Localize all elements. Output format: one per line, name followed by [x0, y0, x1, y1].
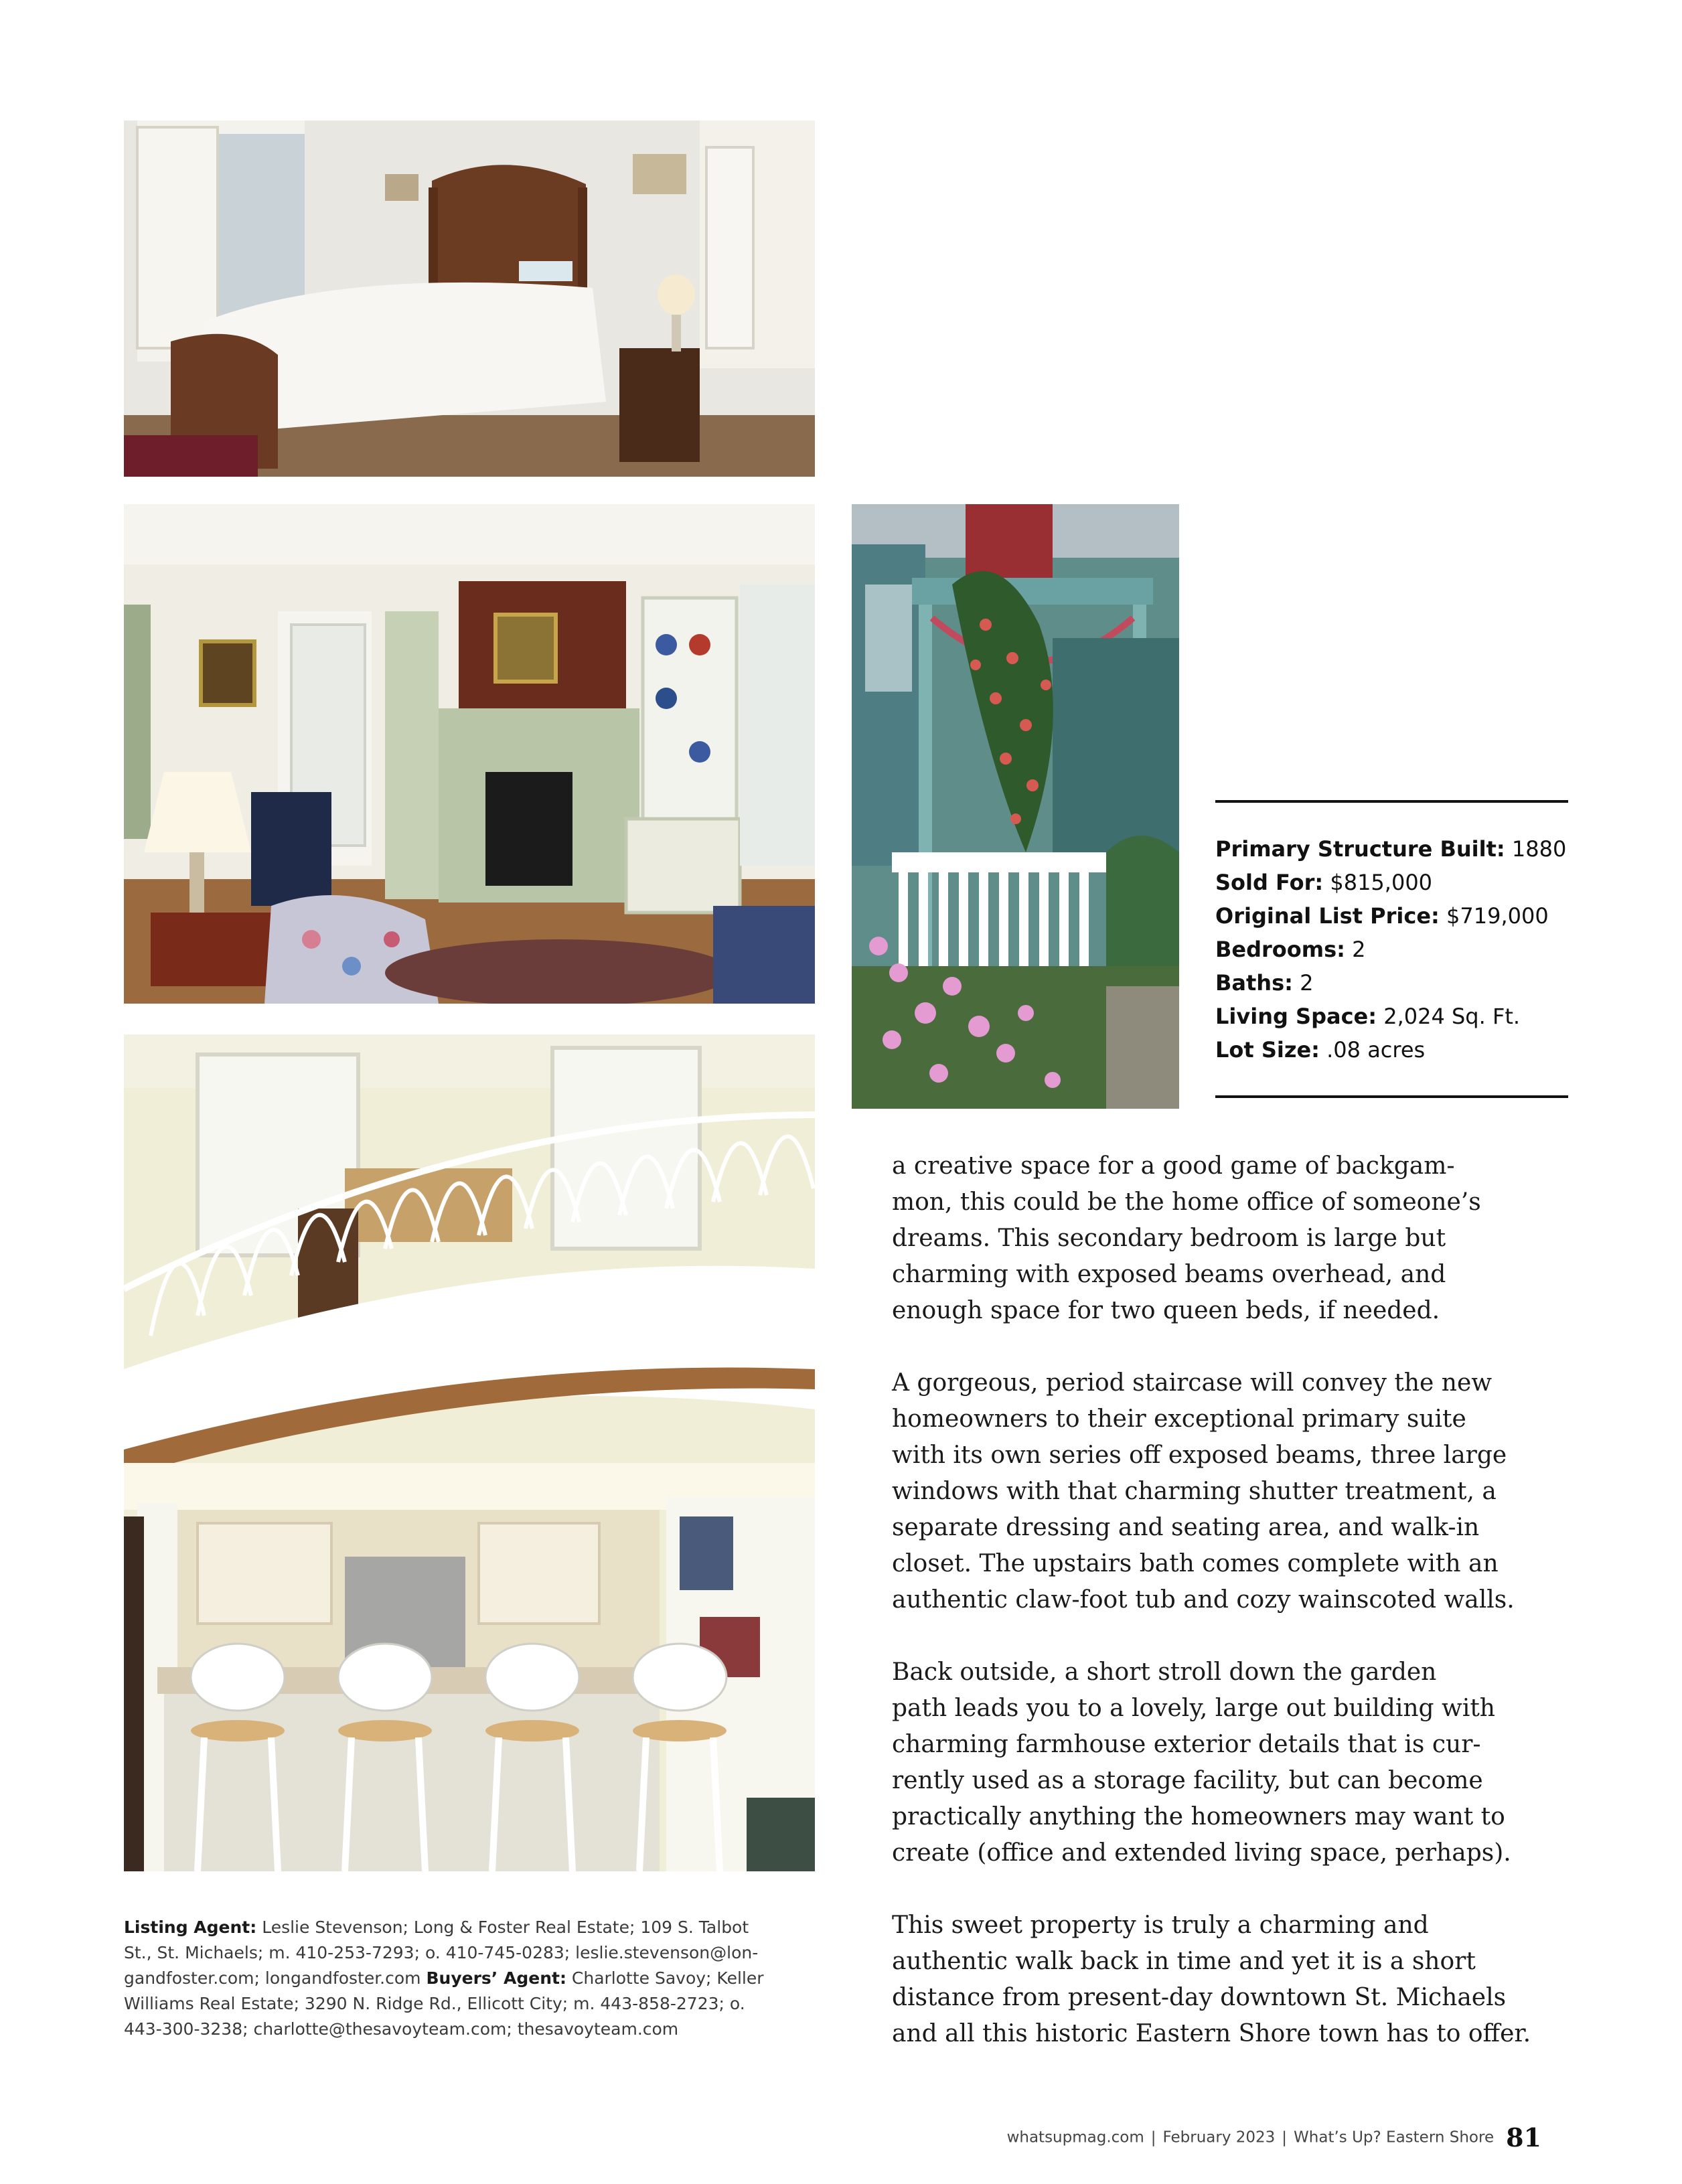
fact-value: .08 acres — [1326, 1037, 1426, 1063]
credit-line — [124, 1966, 820, 1991]
fact-value: 2,024 Sq. Ft. — [1383, 1004, 1521, 1029]
facts-top-rule — [1215, 800, 1568, 803]
fact-value: 2 — [1352, 937, 1366, 962]
article-paragraph — [892, 1148, 1528, 1329]
footer-site: whatsupmag.com — [1006, 2128, 1144, 2147]
fact-lot-size — [1215, 1033, 1577, 1067]
credit-line: Williams Real Estate; 3290 N. Ridge Rd., Ellicott City; m. 443-858-2723; o. — [124, 1994, 745, 2013]
text-line: charming with exposed beams overhead, and — [892, 1261, 1446, 1288]
bedroom-photo — [124, 121, 815, 477]
text-line: with its own series off exposed beams, three large — [892, 1441, 1507, 1469]
text-line: path leads you to a lovely, large out building with — [892, 1695, 1495, 1722]
text-line: rently used as a storage facility, but can become — [892, 1767, 1483, 1794]
fact-label: Sold For: — [1215, 870, 1324, 895]
text-line: This sweet property is truly a charming and — [892, 1912, 1429, 1939]
text-line: closet. The upstairs bath comes complete with an — [892, 1550, 1499, 1577]
text-line: charming farmhouse exterior details that is cur- — [892, 1731, 1481, 1758]
article-paragraph — [892, 1907, 1531, 2052]
fact-baths — [1215, 966, 1577, 1000]
text-line: Back outside, a short stroll down the garden — [892, 1658, 1437, 1686]
agent-credits — [124, 1915, 820, 2042]
page-footer — [1007, 2122, 1541, 2153]
footer-issue: February 2023 — [1162, 2128, 1276, 2147]
text-line: windows with that charming shutter treatment, a — [892, 1478, 1497, 1505]
text-line: distance from present-day downtown St. Michaels — [892, 1984, 1507, 2011]
text-line: a creative space for a good game of backgam- — [892, 1152, 1455, 1180]
article-paragraph — [892, 1365, 1528, 1618]
credit-text: Charlotte Savoy; Keller — [571, 1968, 764, 1988]
text-line: enough space for two queen beds, if needed. — [892, 1297, 1440, 1324]
loft-kitchen-photo — [124, 1034, 815, 1871]
fact-list-price — [1215, 899, 1577, 933]
text-line: create (office and extended living space, perhaps). — [892, 1839, 1511, 1867]
fact-value: $815,000 — [1330, 870, 1433, 895]
text-line: A gorgeous, period staircase will convey the new — [892, 1369, 1493, 1397]
living-room-photo — [124, 504, 815, 1004]
porch-garden-photo-icon — [852, 504, 1179, 1109]
fact-label: Original List Price: — [1215, 903, 1440, 929]
article-paragraph — [892, 1654, 1528, 1871]
footer-separator: | — [1150, 2128, 1156, 2147]
fact-bedrooms — [1215, 933, 1577, 966]
text-line: dreams. This secondary bedroom is large but — [892, 1225, 1446, 1252]
footer-separator: | — [1282, 2128, 1288, 2147]
credit-text: Leslie Stevenson; Long & Foster Real Estate; 109 S. Talbot — [262, 1918, 749, 1937]
property-facts — [1215, 832, 1577, 1067]
fact-value: $719,000 — [1446, 903, 1549, 929]
fact-year-built — [1215, 832, 1577, 866]
fact-sold-for — [1215, 866, 1577, 899]
fact-label: Primary Structure Built: — [1215, 836, 1505, 862]
text-line: homeowners to their exceptional primary suite — [892, 1405, 1466, 1433]
text-line: practically anything the homeowners may want to — [892, 1803, 1505, 1830]
buyers-agent-label: Buyers’ Agent: — [426, 1968, 566, 1988]
fact-value: 1880 — [1511, 836, 1567, 862]
listing-agent-label: Listing Agent: — [124, 1918, 257, 1937]
credit-line — [124, 1915, 820, 1940]
text-line: separate dressing and seating area, and walk-in — [892, 1514, 1480, 1541]
facts-bottom-rule — [1215, 1095, 1568, 1098]
fact-value: 2 — [1300, 970, 1314, 996]
fact-label: Baths: — [1215, 970, 1293, 996]
credit-line: 443-300-3238; charlotte@thesavoyteam.com; thesavoyteam.com — [124, 2019, 679, 2039]
page-number: 81 — [1506, 2122, 1541, 2153]
text-line: authentic walk back in time and yet it is a short — [892, 1948, 1476, 1975]
text-line: mon, this could be the home office of someone’s — [892, 1188, 1481, 1216]
footer-magazine: What’s Up? Eastern Shore — [1294, 2128, 1495, 2147]
credit-line: St., St. Michaels; m. 410-253-7293; o. 410-745-0283; leslie.stevenson@lon- — [124, 1943, 759, 1962]
porch-garden-photo — [852, 504, 1179, 1109]
living-room-photo-icon — [124, 504, 815, 1004]
text-line: authentic claw-foot tub and cozy wainscoted walls. — [892, 1586, 1515, 1614]
text-line: and all this historic Eastern Shore town has to offer. — [892, 2020, 1531, 2047]
fact-label: Bedrooms: — [1215, 937, 1345, 962]
fact-label: Lot Size: — [1215, 1037, 1320, 1063]
fact-label: Living Space: — [1215, 1004, 1377, 1029]
fact-living-space — [1215, 1000, 1577, 1033]
credit-text: gandfoster.com; longandfoster.com — [124, 1968, 421, 1988]
bedroom-photo-icon — [124, 121, 815, 477]
article-body — [892, 1148, 1531, 2088]
loft-kitchen-photo-icon — [124, 1034, 815, 1871]
